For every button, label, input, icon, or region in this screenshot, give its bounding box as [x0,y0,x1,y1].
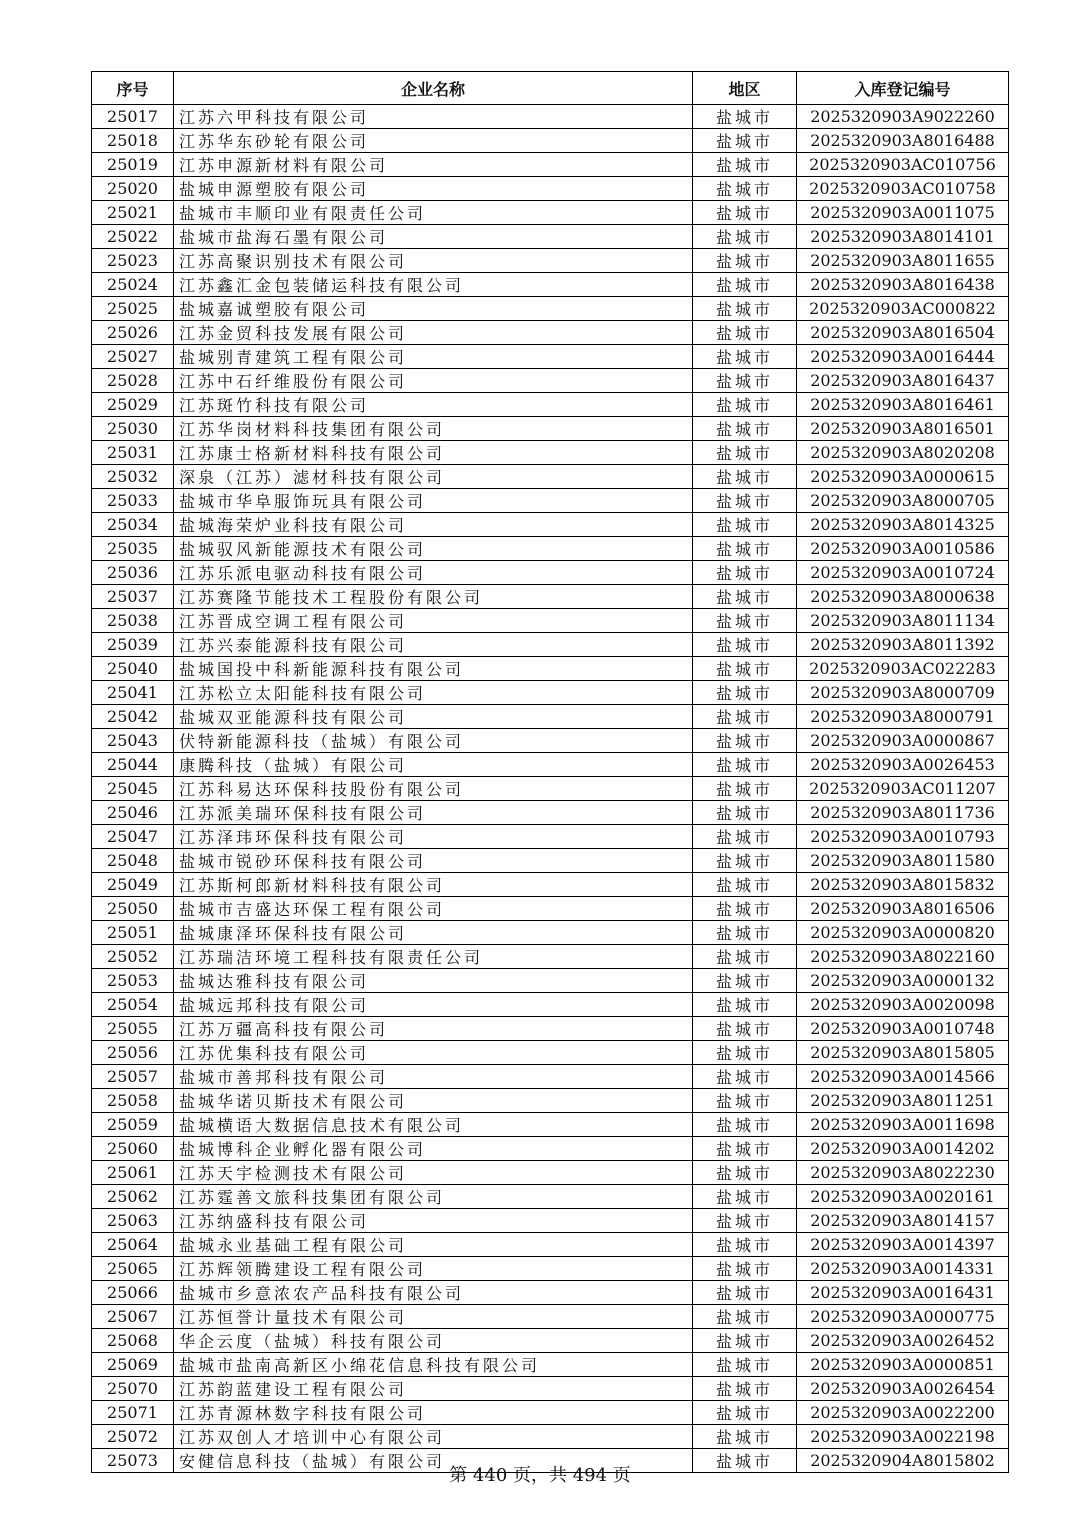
cell-region: 盐城市 [693,705,797,729]
header-seq: 序号 [92,72,174,105]
cell-reg-no: 2025320903A8011655 [797,249,1009,273]
cell-seq: 25048 [92,849,174,873]
table-row [92,681,1009,705]
cell-reg-no: 2025320903A8011736 [797,801,1009,825]
cell-reg-no: 2025320903A0010724 [797,561,1009,585]
cell-region: 盐城市 [693,249,797,273]
cell-reg-no: 2025320903A8011251 [797,1089,1009,1113]
cell-region: 盐城市 [693,417,797,441]
cell-region: 盐城市 [693,513,797,537]
cell-seq: 25045 [92,777,174,801]
table-row [92,705,1009,729]
cell-seq: 25059 [92,1113,174,1137]
cell-seq: 25050 [92,897,174,921]
cell-reg-no: 2025320903A0014202 [797,1137,1009,1161]
header-region: 地区 [693,72,797,105]
table-row [92,1185,1009,1209]
cell-seq: 25038 [92,609,174,633]
cell-reg-no: 2025320903A0026452 [797,1329,1009,1353]
cell-seq: 25053 [92,969,174,993]
cell-company: 江苏泽玮环保科技有限公司 [174,825,693,849]
cell-region: 盐城市 [693,897,797,921]
cell-seq: 25070 [92,1377,174,1401]
table-row [92,393,1009,417]
header-company: 企业名称 [174,72,693,105]
cell-company: 盐城市华阜服饰玩具有限公司 [174,489,693,513]
table-row [92,489,1009,513]
cell-company: 盐城嘉诚塑胶有限公司 [174,297,693,321]
cell-company: 盐城国投中科新能源科技有限公司 [174,657,693,681]
cell-company: 盐城横语大数据信息技术有限公司 [174,1113,693,1137]
cell-seq: 25073 [92,1449,174,1473]
cell-company: 江苏优集科技有限公司 [174,1041,693,1065]
cell-region: 盐城市 [693,921,797,945]
cell-seq: 25066 [92,1281,174,1305]
cell-reg-no: 2025320903A0010793 [797,825,1009,849]
cell-seq: 25022 [92,225,174,249]
cell-seq: 25028 [92,369,174,393]
table-row [92,1329,1009,1353]
cell-company: 盐城达雅科技有限公司 [174,969,693,993]
table-row [92,369,1009,393]
cell-seq: 25031 [92,441,174,465]
table-row [92,777,1009,801]
table-body [92,105,1009,1473]
cell-reg-no: 2025320903A0010586 [797,537,1009,561]
cell-company: 盐城市吉盛达环保工程有限公司 [174,897,693,921]
cell-region: 盐城市 [693,609,797,633]
cell-region: 盐城市 [693,777,797,801]
table-row [92,1257,1009,1281]
table-row [92,729,1009,753]
cell-region: 盐城市 [693,537,797,561]
cell-company: 江苏霆善文旅科技集团有限公司 [174,1185,693,1209]
cell-company: 江苏华东砂轮有限公司 [174,129,693,153]
cell-seq: 25032 [92,465,174,489]
cell-region: 盐城市 [693,489,797,513]
cell-company: 江苏双创人才培训中心有限公司 [174,1425,693,1449]
table-row [92,993,1009,1017]
cell-seq: 25057 [92,1065,174,1089]
table-row [92,1089,1009,1113]
cell-reg-no: 2025320903A0026453 [797,753,1009,777]
table-row [92,801,1009,825]
cell-seq: 25026 [92,321,174,345]
table-row [92,345,1009,369]
table-row [92,585,1009,609]
cell-reg-no: 2025320903AC000822 [797,297,1009,321]
cell-seq: 25046 [92,801,174,825]
cell-region: 盐城市 [693,729,797,753]
cell-region: 盐城市 [693,1113,797,1137]
cell-seq: 25027 [92,345,174,369]
cell-company: 盐城市盐南高新区小绵花信息科技有限公司 [174,1353,693,1377]
cell-company: 江苏康士格新材料科技有限公司 [174,441,693,465]
cell-company: 伏特新能源科技（盐城）有限公司 [174,729,693,753]
cell-company: 江苏瑞洁环境工程科技有限责任公司 [174,945,693,969]
cell-reg-no: 2025320903A0000851 [797,1353,1009,1377]
table-row [92,1017,1009,1041]
cell-reg-no: 2025320903A0014397 [797,1233,1009,1257]
table-row [92,513,1009,537]
cell-company: 江苏乐派电驱动科技有限公司 [174,561,693,585]
cell-reg-no: 2025320903A8014157 [797,1209,1009,1233]
cell-reg-no: 2025320903A8014325 [797,513,1009,537]
cell-reg-no: 2025320903A8015805 [797,1041,1009,1065]
cell-region: 盐城市 [693,1137,797,1161]
cell-region: 盐城市 [693,1425,797,1449]
cell-reg-no: 2025320903A9022260 [797,105,1009,129]
cell-seq: 25039 [92,633,174,657]
cell-region: 盐城市 [693,273,797,297]
header-reg-no: 入库登记编号 [797,72,1009,105]
cell-company: 江苏晋成空调工程有限公司 [174,609,693,633]
cell-seq: 25072 [92,1425,174,1449]
cell-seq: 25035 [92,537,174,561]
header-row [92,72,1009,105]
cell-seq: 25040 [92,657,174,681]
cell-company: 江苏恒誉计量技术有限公司 [174,1305,693,1329]
cell-seq: 25069 [92,1353,174,1377]
table-header [92,72,1009,105]
cell-reg-no: 2025320903A8011392 [797,633,1009,657]
cell-company: 江苏万疆高科技有限公司 [174,1017,693,1041]
cell-company: 盐城市善邦科技有限公司 [174,1065,693,1089]
cell-region: 盐城市 [693,1017,797,1041]
cell-company: 盐城别青建筑工程有限公司 [174,345,693,369]
cell-region: 盐城市 [693,153,797,177]
cell-seq: 25051 [92,921,174,945]
table-row [92,969,1009,993]
cell-company: 江苏高聚识别技术有限公司 [174,249,693,273]
cell-company: 江苏华岗材料科技集团有限公司 [174,417,693,441]
cell-seq: 25052 [92,945,174,969]
cell-company: 江苏斯柯郎新材料科技有限公司 [174,873,693,897]
table-row [92,561,1009,585]
cell-reg-no: 2025320903A8000709 [797,681,1009,705]
cell-company: 江苏申源新材料有限公司 [174,153,693,177]
cell-reg-no: 2025320903A0026454 [797,1377,1009,1401]
cell-region: 盐城市 [693,945,797,969]
cell-company: 江苏金贸科技发展有限公司 [174,321,693,345]
cell-seq: 25034 [92,513,174,537]
cell-region: 盐城市 [693,1041,797,1065]
cell-reg-no: 2025320903A8022160 [797,945,1009,969]
cell-reg-no: 2025320903A0000820 [797,921,1009,945]
table-row [92,609,1009,633]
cell-region: 盐城市 [693,1305,797,1329]
cell-reg-no: 2025320903A8016504 [797,321,1009,345]
cell-seq: 25043 [92,729,174,753]
cell-seq: 25062 [92,1185,174,1209]
cell-reg-no: 2025320903A0022200 [797,1401,1009,1425]
cell-seq: 25058 [92,1089,174,1113]
cell-company: 江苏松立太阳能科技有限公司 [174,681,693,705]
cell-seq: 25037 [92,585,174,609]
table-row [92,537,1009,561]
cell-company: 盐城博科企业孵化器有限公司 [174,1137,693,1161]
table-row [92,1161,1009,1185]
cell-region: 盐城市 [693,297,797,321]
cell-seq: 25033 [92,489,174,513]
table-row [92,1233,1009,1257]
table-row [92,465,1009,489]
cell-company: 江苏六甲科技有限公司 [174,105,693,129]
cell-company: 盐城永业基础工程有限公司 [174,1233,693,1257]
cell-region: 盐城市 [693,105,797,129]
cell-seq: 25064 [92,1233,174,1257]
cell-seq: 25068 [92,1329,174,1353]
cell-reg-no: 2025320903A8016488 [797,129,1009,153]
cell-region: 盐城市 [693,1281,797,1305]
cell-seq: 25054 [92,993,174,1017]
cell-company: 深泉（江苏）滤材科技有限公司 [174,465,693,489]
cell-reg-no: 2025320903A0011698 [797,1113,1009,1137]
cell-region: 盐城市 [693,225,797,249]
cell-seq: 25060 [92,1137,174,1161]
cell-seq: 25044 [92,753,174,777]
cell-seq: 25018 [92,129,174,153]
cell-company: 盐城市丰顺印业有限责任公司 [174,201,693,225]
cell-region: 盐城市 [693,753,797,777]
table-row [92,753,1009,777]
table-row [92,1401,1009,1425]
cell-region: 盐城市 [693,1065,797,1089]
table-row [92,249,1009,273]
cell-seq: 25067 [92,1305,174,1329]
cell-seq: 25063 [92,1209,174,1233]
cell-region: 盐城市 [693,1449,797,1473]
cell-region: 盐城市 [693,681,797,705]
cell-company: 盐城市盐海石墨有限公司 [174,225,693,249]
cell-seq: 25041 [92,681,174,705]
table-row [92,1113,1009,1137]
cell-seq: 25061 [92,1161,174,1185]
cell-seq: 25021 [92,201,174,225]
cell-company: 江苏斑竹科技有限公司 [174,393,693,417]
table-row [92,177,1009,201]
cell-reg-no: 2025320903A8000791 [797,705,1009,729]
cell-company: 江苏辉领腾建设工程有限公司 [174,1257,693,1281]
cell-company: 盐城市乡意浓农产品科技有限公司 [174,1281,693,1305]
cell-company: 江苏科易达环保科技股份有限公司 [174,777,693,801]
cell-seq: 25049 [92,873,174,897]
table-row [92,1281,1009,1305]
cell-company: 江苏天宇检测技术有限公司 [174,1161,693,1185]
cell-company: 江苏中石纤维股份有限公司 [174,369,693,393]
cell-reg-no: 2025320903A8000638 [797,585,1009,609]
cell-company: 盐城远邦科技有限公司 [174,993,693,1017]
cell-reg-no: 2025320903A0010748 [797,1017,1009,1041]
cell-company: 江苏青源林数字科技有限公司 [174,1401,693,1425]
table-row [92,273,1009,297]
cell-seq: 25042 [92,705,174,729]
cell-region: 盐城市 [693,1353,797,1377]
cell-company: 盐城华诺贝斯技术有限公司 [174,1089,693,1113]
cell-region: 盐城市 [693,345,797,369]
cell-reg-no: 2025320903A8016437 [797,369,1009,393]
cell-company: 盐城申源塑胶有限公司 [174,177,693,201]
cell-region: 盐城市 [693,1377,797,1401]
cell-region: 盐城市 [693,465,797,489]
cell-company: 江苏韵蓝建设工程有限公司 [174,1377,693,1401]
cell-region: 盐城市 [693,561,797,585]
cell-region: 盐城市 [693,129,797,153]
cell-reg-no: 2025320903AC011207 [797,777,1009,801]
cell-reg-no: 2025320903A8014101 [797,225,1009,249]
cell-reg-no: 2025320903A0011075 [797,201,1009,225]
cell-reg-no: 2025320903A8016438 [797,273,1009,297]
cell-reg-no: 2025320903A0016444 [797,345,1009,369]
cell-reg-no: 2025320903A8016506 [797,897,1009,921]
table-row [92,129,1009,153]
cell-company: 盐城市锐砂环保科技有限公司 [174,849,693,873]
cell-reg-no: 2025320903A0014566 [797,1065,1009,1089]
table-row [92,921,1009,945]
cell-seq: 25020 [92,177,174,201]
cell-reg-no: 2025320903A0000867 [797,729,1009,753]
cell-region: 盐城市 [693,1233,797,1257]
cell-region: 盐城市 [693,177,797,201]
cell-company: 康腾科技（盐城）有限公司 [174,753,693,777]
table-row [92,897,1009,921]
cell-seq: 25055 [92,1017,174,1041]
cell-reg-no: 2025320903AC010756 [797,153,1009,177]
table-row [92,441,1009,465]
cell-seq: 25025 [92,297,174,321]
table-row [92,825,1009,849]
table-row [92,873,1009,897]
cell-region: 盐城市 [693,1257,797,1281]
cell-seq: 25036 [92,561,174,585]
cell-company: 江苏鑫汇金包装储运科技有限公司 [174,273,693,297]
table-row [92,849,1009,873]
cell-region: 盐城市 [693,321,797,345]
table-row [92,1137,1009,1161]
table-row [92,1425,1009,1449]
cell-reg-no: 2025320903A0016431 [797,1281,1009,1305]
table-row [92,1305,1009,1329]
table-row [92,297,1009,321]
table-row [92,417,1009,441]
cell-company: 江苏派美瑞环保科技有限公司 [174,801,693,825]
cell-reg-no: 2025320904A8015802 [797,1449,1009,1473]
cell-region: 盐城市 [693,873,797,897]
cell-seq: 25024 [92,273,174,297]
cell-region: 盐城市 [693,585,797,609]
cell-region: 盐城市 [693,993,797,1017]
cell-company: 华企云度（盐城）科技有限公司 [174,1329,693,1353]
cell-company: 盐城海荣炉业科技有限公司 [174,513,693,537]
table-row [92,201,1009,225]
cell-region: 盐城市 [693,1089,797,1113]
cell-reg-no: 2025320903A8020208 [797,441,1009,465]
cell-company: 江苏兴泰能源科技有限公司 [174,633,693,657]
cell-company: 江苏赛隆节能技术工程股份有限公司 [174,585,693,609]
cell-region: 盐城市 [693,969,797,993]
table-row [92,321,1009,345]
table-row [92,633,1009,657]
table-row [92,225,1009,249]
cell-seq: 25019 [92,153,174,177]
cell-region: 盐城市 [693,849,797,873]
cell-company: 江苏纳盛科技有限公司 [174,1209,693,1233]
cell-reg-no: 2025320903A0020098 [797,993,1009,1017]
cell-region: 盐城市 [693,801,797,825]
table-row [92,1353,1009,1377]
cell-region: 盐城市 [693,201,797,225]
cell-seq: 25023 [92,249,174,273]
cell-reg-no: 2025320903A8022230 [797,1161,1009,1185]
cell-seq: 25017 [92,105,174,129]
cell-reg-no: 2025320903A0000775 [797,1305,1009,1329]
cell-region: 盐城市 [693,1209,797,1233]
cell-reg-no: 2025320903A8011134 [797,609,1009,633]
cell-company: 安健信息科技（盐城）有限公司 [174,1449,693,1473]
cell-region: 盐城市 [693,657,797,681]
cell-region: 盐城市 [693,1401,797,1425]
table-row [92,1377,1009,1401]
cell-reg-no: 2025320903A8000705 [797,489,1009,513]
cell-reg-no: 2025320903A0000132 [797,969,1009,993]
cell-reg-no: 2025320903A0000615 [797,465,1009,489]
table-row [92,657,1009,681]
cell-seq: 25071 [92,1401,174,1425]
cell-region: 盐城市 [693,1185,797,1209]
cell-reg-no: 2025320903A8011580 [797,849,1009,873]
table-row [92,1065,1009,1089]
table-row [92,945,1009,969]
cell-reg-no: 2025320903A8016461 [797,393,1009,417]
cell-company: 盐城驭风新能源技术有限公司 [174,537,693,561]
table-row [92,153,1009,177]
cell-reg-no: 2025320903A8016501 [797,417,1009,441]
cell-reg-no: 2025320903A0014331 [797,1257,1009,1281]
cell-region: 盐城市 [693,393,797,417]
cell-seq: 25030 [92,417,174,441]
cell-reg-no: 2025320903A8015832 [797,873,1009,897]
cell-region: 盐城市 [693,633,797,657]
table-row [92,105,1009,129]
cell-seq: 25065 [92,1257,174,1281]
page-number: 第 440 页，共 494 页 [449,1465,631,1486]
cell-reg-no: 2025320903AC022283 [797,657,1009,681]
cell-seq: 25056 [92,1041,174,1065]
cell-reg-no: 2025320903A0020161 [797,1185,1009,1209]
cell-seq: 25029 [92,393,174,417]
cell-reg-no: 2025320903A0022198 [797,1425,1009,1449]
cell-seq: 25047 [92,825,174,849]
cell-region: 盐城市 [693,825,797,849]
registry-table [91,71,1009,1473]
table-row [92,1041,1009,1065]
table-row [92,1209,1009,1233]
cell-company: 盐城双亚能源科技有限公司 [174,705,693,729]
cell-reg-no: 2025320903AC010758 [797,177,1009,201]
cell-region: 盐城市 [693,441,797,465]
cell-region: 盐城市 [693,1329,797,1353]
cell-region: 盐城市 [693,1161,797,1185]
cell-region: 盐城市 [693,369,797,393]
cell-company: 盐城康泽环保科技有限公司 [174,921,693,945]
